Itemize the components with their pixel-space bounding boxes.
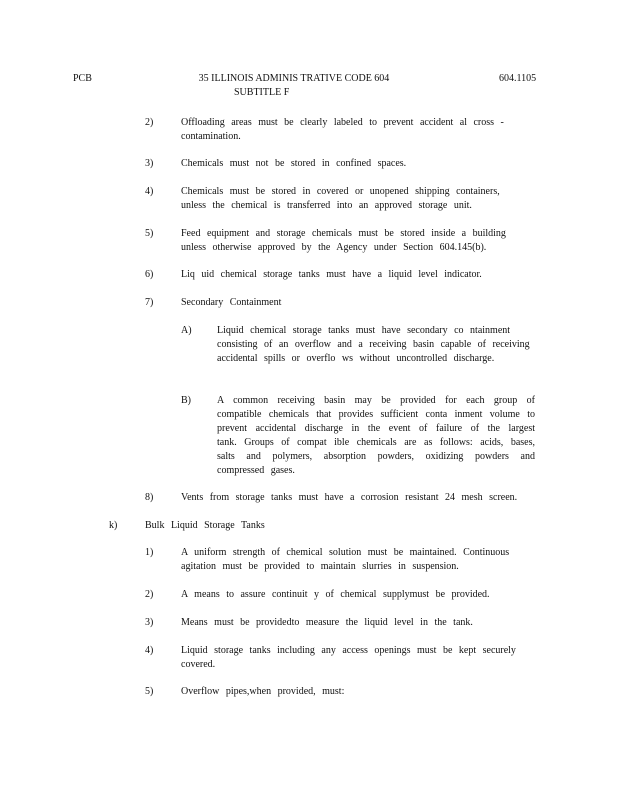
item-text: Feed equipment and storage chemicals must be stored inside a building unless otherwise approved by the Agency under Section 604.145(b). (181, 228, 506, 253)
item-text: Vents from storage tanks must have a corrosion resistant 24 mesh screen. (181, 492, 518, 503)
section-number: k) (109, 520, 118, 531)
subitem-number: B) (181, 395, 191, 406)
item-text: Chemicals must be stored in covered or unopened shipping containers, unless the chemical is transferred into an approved storage unit. (181, 186, 500, 211)
item-text: A means to assure continuit y of chemical supplymust be provided. (181, 589, 490, 600)
header-agency: PCB (73, 73, 92, 84)
item-number: 7) (145, 297, 154, 308)
subitem-number: A) (181, 325, 192, 336)
subitem-text: A common receiving basin may be provided for each group of compatible chemicals that provides sufficient conta inment volume to prevent accidental discharge in the event of failure of the largest tank. Groups of compat ible chemicals are as follows: acids, bases, salts and polymers, absorption powders, oxidizing powders and compressed gases. (217, 395, 535, 476)
item-number: 2) (145, 589, 154, 600)
item-number: 5) (145, 228, 154, 239)
item-text: Overflow pipes,when provided, must: (181, 686, 345, 697)
header-title-line2: SUBTITLE F (234, 87, 290, 98)
subitem-text: Liquid chemical storage tanks must have secondary co ntainment consisting of an overflow and a receiving basin capable of receiving accidental spills or overflo ws without uncontrolled discharge. (217, 325, 530, 364)
item-text: Liq uid chemical storage tanks must have a liquid level indicator. (181, 269, 482, 280)
item-number: 5) (145, 686, 154, 697)
item-number: 4) (145, 186, 154, 197)
item-number: 6) (145, 269, 154, 280)
item-number: 1) (145, 547, 154, 558)
item-text: Offloading areas must be clearly labeled to prevent accident al cross -contamination. (181, 117, 504, 142)
item-text: Liquid storage tanks including any access openings must be kept securely covered. (181, 645, 516, 670)
header-section-number: 604.1105 (499, 73, 537, 84)
header-title (174, 72, 414, 100)
item-number: 2) (145, 117, 154, 128)
item-text: Chemicals must not be stored in confined spaces. (181, 158, 407, 169)
item-text: Secondary Containment (181, 297, 282, 308)
item-number: 3) (145, 158, 154, 169)
item-number: 8) (145, 492, 154, 503)
item-text: Means must be providedto measure the liquid level in the tank. (181, 617, 473, 628)
item-number: 3) (145, 617, 154, 628)
item-text: A uniform strength of chemical solution must be maintained. Continuous agitation must be provided to maintain slurries in suspension. (181, 547, 510, 572)
item-number: 4) (145, 645, 154, 656)
section-heading: Bulk Liquid Storage Tanks (145, 520, 265, 531)
header-title-line1: 35 ILLINOIS ADMINIS TRATIVE CODE 604 (198, 73, 390, 84)
